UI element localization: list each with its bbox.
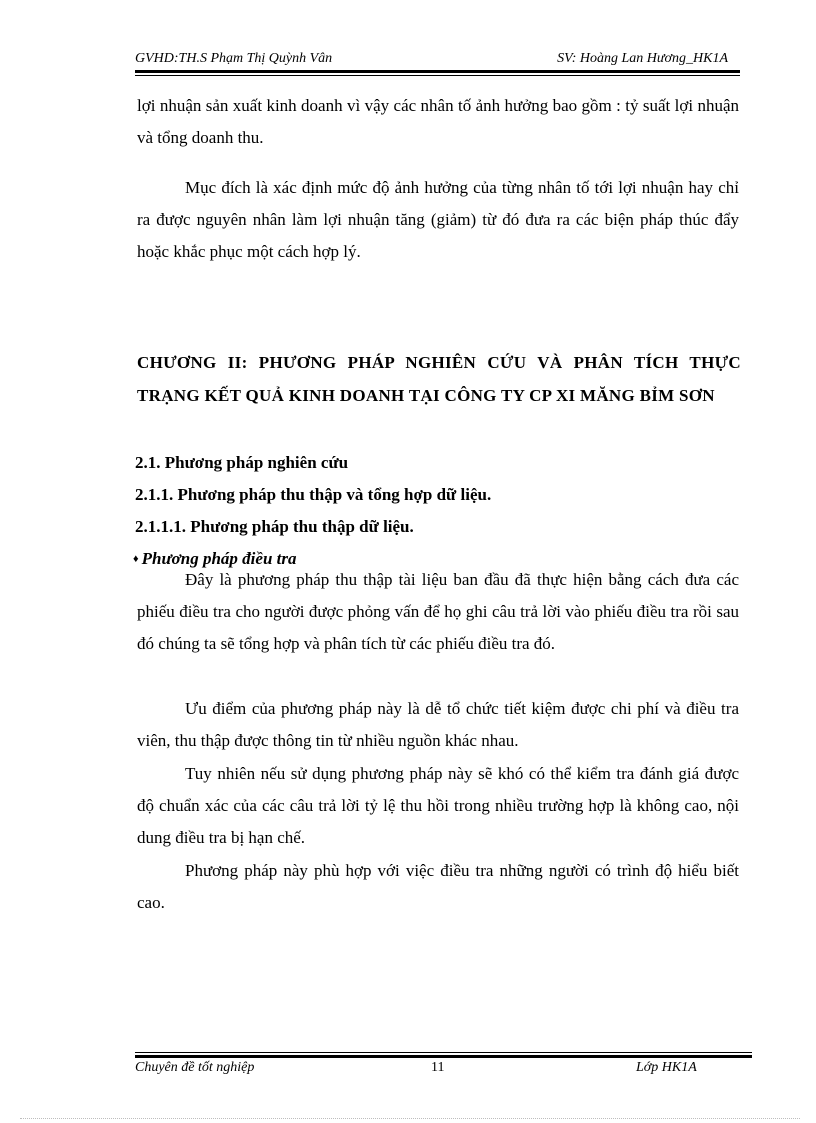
footer-class: Lớp HK1A [636,1060,697,1075]
page-number: 11 [431,1060,445,1075]
footer-rule-thick [135,1055,752,1058]
diamond-bullet-icon: ♦ [133,553,139,565]
page-bottom-edge [20,1118,800,1119]
paragraph-advantages: Ưu điểm của phương pháp này là dễ tổ chức tiết kiệm được chi phí và điều tra viên, thu thập được thông tin từ nhiều nguồn khác nhau. [137,699,739,750]
heading-2-1-1-1: 2.1.1.1. Phương pháp thu thập dữ liệu. [135,517,414,536]
paragraph-suitability: Phương pháp này phù hợp với việc điều tra những người có trình độ hiểu biết cao. [137,861,739,912]
header-rule-thin [135,75,740,76]
chapter-title: CHƯƠNG II: PHƯƠNG PHÁP NGHIÊN CỨU VÀ PHÂN TÍCH THỰC TRẠNG KẾT QUẢ KINH DOANH TẠI CÔNG TY CP XI MĂNG BỈM SƠN [137,353,741,405]
heading-2-1: 2.1. Phương pháp nghiên cứu [135,453,349,472]
heading-2-1-1: 2.1.1. Phương pháp thu thập và tổng hợp dữ liệu. [135,485,492,504]
footer-report-type: Chuyên đề tốt nghiệp [135,1060,255,1075]
paragraph-survey-description: Đây là phương pháp thu thập tài liệu ban đầu đã thực hiện bằng cách đưa các phiếu điều tra cho người được phỏng vấn để họ ghi câu trả lời vào phiếu điều tra rồi sau đó chúng ta sẽ tổng hợp và phân tích từ các phiếu điều tra đó. [137,570,739,653]
paragraph-profit-factors: lợi nhuận sản xuất kinh doanh vì vậy các nhân tố ảnh hưởng bao gồm : tỷ suất lợi nhuận và tổng doanh thu. [137,96,739,147]
header-rule-thick [135,70,740,73]
header-student: SV: Hoàng Lan Hương_HK1A [557,51,728,66]
header-advisor: GVHD:TH.S Phạm Thị Quỳnh Vân [135,51,333,66]
paragraph-purpose: Mục đích là xác định mức độ ảnh hưởng của từng nhân tố tới lợi nhuận hay chỉ ra được nguyên nhân làm lợi nhuận tăng (giảm) từ đó đưa ra các biện pháp thúc đẩy hoặc khắc phục một cách hợp lý. [137,178,739,261]
paragraph-limitations: Tuy nhiên nếu sử dụng phương pháp này sẽ khó có thể kiểm tra đánh giá được độ chuẩn xác của các câu trả lời tỷ lệ thu hồi trong nhiều trường hợp là không cao, nội dung điều tra bị hạn chế. [137,764,739,847]
footer-rule-thin [135,1052,752,1053]
subheading-label: Phương pháp điều tra [141,549,297,568]
